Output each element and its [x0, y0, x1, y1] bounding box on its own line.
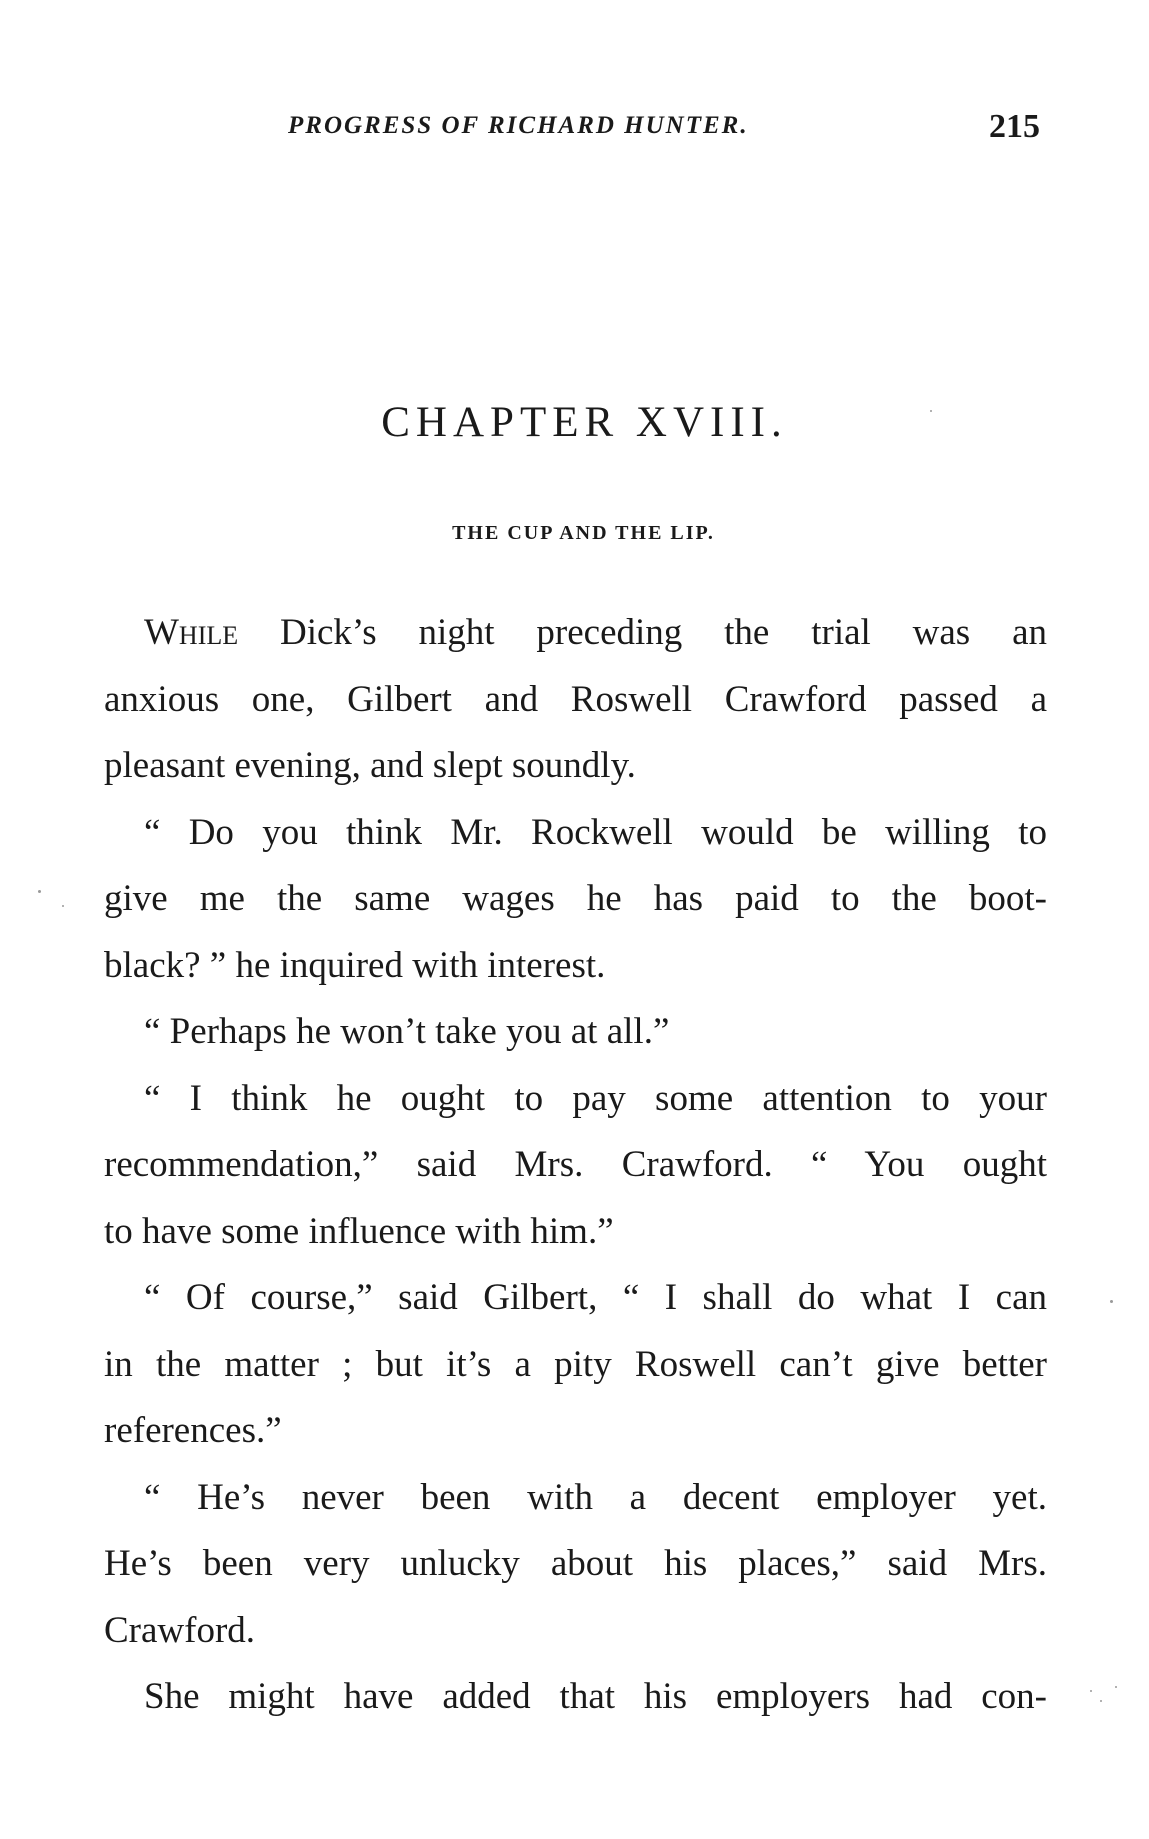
text-line: anxious one, Gilbert and Roswell Crawford passed a: [104, 678, 1047, 720]
chapter-subtitle: THE CUP AND THE LIP.: [452, 522, 715, 544]
line-text: Dick’s night preceding the trial was an: [280, 612, 1048, 653]
text-line: [104, 600, 1047, 667]
text-line: “ Perhaps he won’t take you at all.”: [144, 1011, 670, 1052]
text-line: “ He’s never been with a decent employer yet.: [144, 1476, 1047, 1518]
text-line: recommendation,” said Mrs. Crawford. “ You ought: [104, 1144, 1047, 1185]
text-line: references.”: [104, 1410, 282, 1451]
text-line: in the matter ; but it’s a pity Roswell can’t give better: [104, 1343, 1047, 1385]
scan-speck: [930, 410, 932, 412]
text-line: He’s been very unlucky about his places,” said Mrs.: [104, 1543, 1047, 1584]
chapter-title: CHAPTER XVIII.: [381, 399, 788, 446]
text-line: to have some influence with him.”: [104, 1210, 614, 1252]
body-text: [104, 600, 1047, 1731]
scan-speck: [1090, 1690, 1092, 1692]
text-line: pleasant evening, and slept soundly.: [104, 745, 636, 786]
text-line: Crawford.: [104, 1609, 256, 1651]
text-line: “ Do you think Mr. Rockwell would be willing to: [144, 811, 1047, 853]
scan-speck: [1115, 1686, 1117, 1688]
scan-speck: [62, 905, 64, 907]
scan-speck: [1100, 1700, 1102, 1702]
text-line: black? ” he inquired with interest.: [104, 944, 606, 986]
text-line: “ I think he ought to pay some attention to your: [144, 1077, 1047, 1119]
scan-speck: [38, 890, 41, 893]
text-line: She might have added that his employers had con-: [144, 1676, 1047, 1717]
opening-word: While: [144, 612, 280, 653]
scan-speck: [1110, 1300, 1113, 1303]
running-head: [288, 108, 1040, 152]
text-line: give me the same wages he has paid to the boot-: [104, 878, 1047, 919]
text-line: “ Of course,” said Gilbert, “ I shall do what I can: [144, 1277, 1047, 1318]
page-number: 215: [989, 108, 1040, 145]
running-title: PROGRESS OF RICHARD HUNTER.: [288, 112, 749, 139]
